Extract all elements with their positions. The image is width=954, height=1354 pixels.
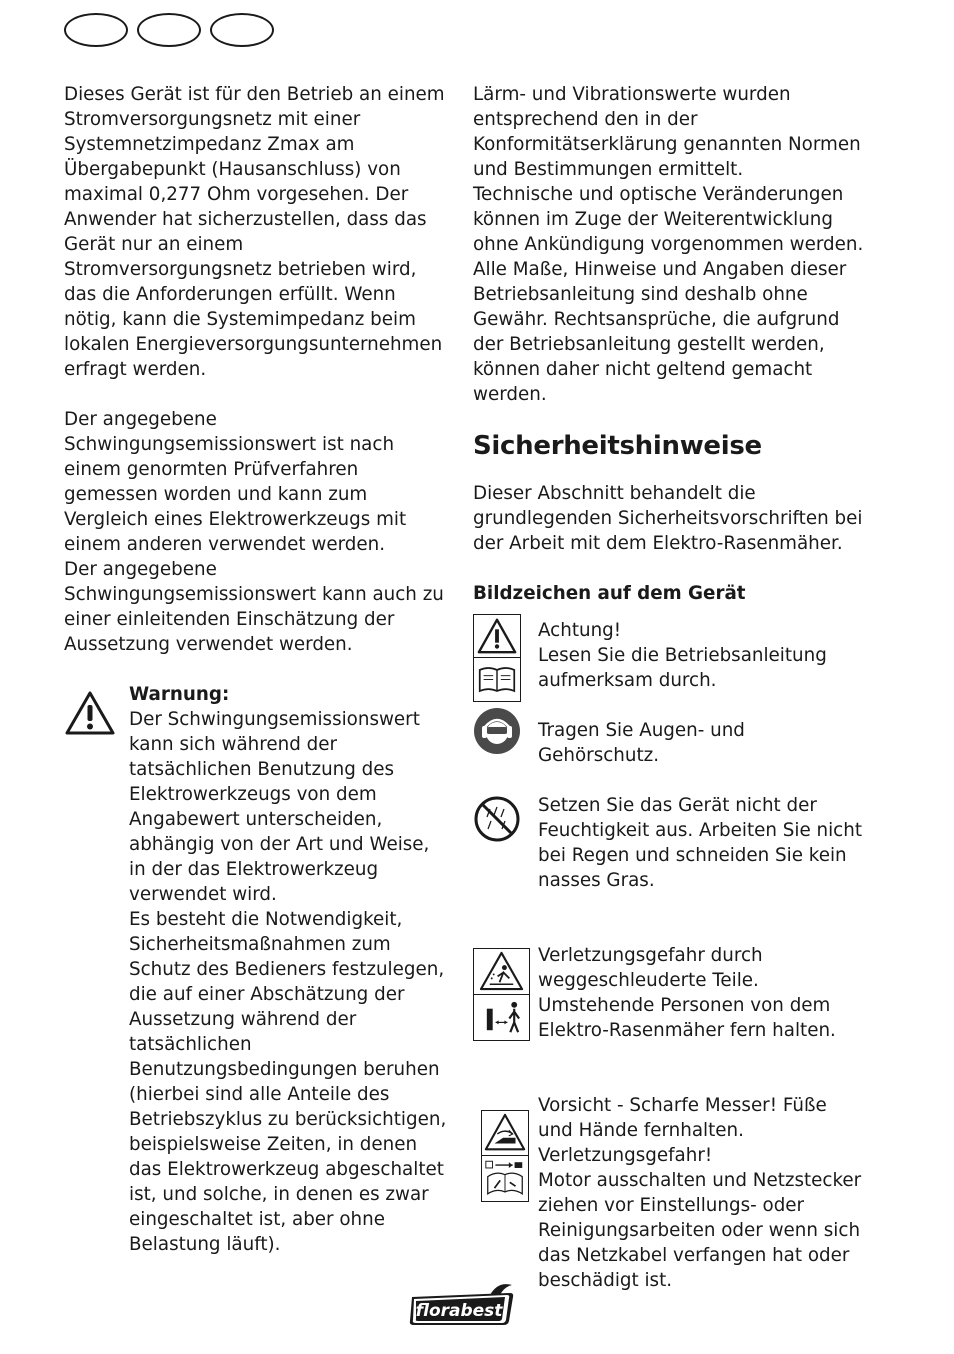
symbol-text-read-manual: Lesen Sie die Betriebsanleitung aufmerksam durch. [538,645,827,691]
section-intro: Dieser Abschnitt behandelt die grundlegenden Sicherheitsvorschriften bei der Arbeit mit dem Elektro-Rasenmäher. [473,483,863,554]
sharp-blade-icon [481,1110,529,1156]
keep-distance-icon [473,995,530,1041]
vibration-paragraph-1: Der angegebene Schwingungsemissionswert ist nach einem genormten Prüfverfahren gemessen worden und kann zum Vergleich eines Elektrowerkzeugs mit einem anderen verwendet werden. [64,409,407,555]
florabest-logo-text: florabest [415,1301,503,1321]
symbol-text-sharp-blade: Vorsicht - Scharfe Messer! Füße und Hände fernhalten. [538,1095,827,1141]
unplug-before-maintenance-icon [481,1156,529,1202]
no-rain-icon [473,795,521,843]
language-oval-3 [210,13,274,47]
left-column [64,82,448,1257]
symbol-text-injury-risk: Verletzungsgefahr! [538,1145,713,1166]
symbol-text-thrown-objects: Verletzungsgefahr durch weggeschleuderte Teile. [538,945,763,991]
symbol-row-no-rain [473,793,865,893]
symbol-text-unplug: Motor ausschalten und Netzstecker ziehen vor Einstellungs- oder Reinigungsarbeiten oder wenn sich das Netzkabel verfangen hat oder beschädigt ist. [538,1170,862,1291]
symbol-row-thrown-objects [473,918,865,1043]
language-oval-1 [64,13,128,47]
symbols-heading: Bildzeichen auf dem Gerät [473,583,746,604]
warning-triangle-icon [64,690,116,736]
symbol-text-keep-distance: Umstehende Personen von dem Elektro-Rasenmäher fern halten. [538,995,836,1041]
thrown-objects-icon [473,948,530,995]
symbol-text-protection: Tragen Sie Augen- und Gehörschutz. [538,720,745,766]
symbol-row-protection [473,718,865,768]
noise-paragraph: Lärm- und Vibrationswerte wurden entsprechend den in der Konformitätserklärung genannten Normen und Bestimmungen ermittelt. [473,84,861,180]
symbol-row-attention [473,618,865,693]
symbol-row-sharp-blade [473,1068,865,1293]
warning-text-2: Es besteht die Notwendigkeit, Sicherheitsmaßnahmen zum Schutz des Bedieners festzulegen, die auf einer Abschätzung der Aussetzung während der tatsächlichen Benutzungsbedingungen beruhen (hierbei sind alle Anteile des Betriebszyklus zu berücksichtigen, beispielsweise Zeiten, in denen das Elektrowerkzeug abgeschaltet ist, und solche, in denen es zwar eingeschaltet ist, aber ohne Belastung läuft). [129,909,447,1255]
symbol-text-no-rain: Setzen Sie das Gerät nicht der Feuchtigkeit aus. Arbeiten Sie nicht bei Regen und schneiden Sie kein nasses Gras. [538,795,862,891]
florabest-logo [406,1283,516,1327]
manual-book-icon [473,658,521,702]
eye-ear-protection-icon [473,707,521,755]
right-column [473,82,865,1293]
warning-triangle-icon [473,614,521,658]
impedance-paragraph: Dieses Gerät ist für den Betrieb an einem Stromversorgungsnetz mit einer Systemnetzimpedanz Zmax am Übergabepunkt (Hausanschluss) von maximal 0,277 Ohm vorgesehen. Der Anwender hat sicherzustellen, dass das Gerät nur an einem Stromversorgungsnetz betrieben wird, das die Anforderungen erfüllt. Wenn nötig, kann die Systemimpedanz beim lokalen Energieversorgungsunternehmen erfragt werden. [64,84,445,380]
vibration-paragraph-2: Der angegebene Schwingungsemissionswert kann auch zu einer einleitenden Einschätzung der Aussetzung verwendet werden. [64,559,444,655]
changes-paragraph: Technische und optische Veränderungen können im Zuge der Weiterentwicklung ohne Ankündigung vorgenommen werden. Alle Maße, Hinweise und Angaben dieser Betriebsanleitung sind deshalb ohne Gewähr. Rechtsansprüche, die aufgrund der Betriebsanleitung gestellt werden, können daher nicht geltend gemacht werden. [473,184,864,405]
section-title: Sicherheitshinweise [473,431,762,461]
warning-text-1: Der Schwingungsemissionswert kann sich während der tatsächlichen Benutzung des Elektrowerkzeugs von dem Angabewert unterscheiden, abhängig von der Art und Weise, in der das Elektrowerkzeug verwendet wird. [129,709,430,905]
warning-title: Warnung: [129,684,230,705]
symbol-text-attention: Achtung! [538,620,622,641]
warning-block [64,682,448,1257]
language-oval-2 [137,13,201,47]
